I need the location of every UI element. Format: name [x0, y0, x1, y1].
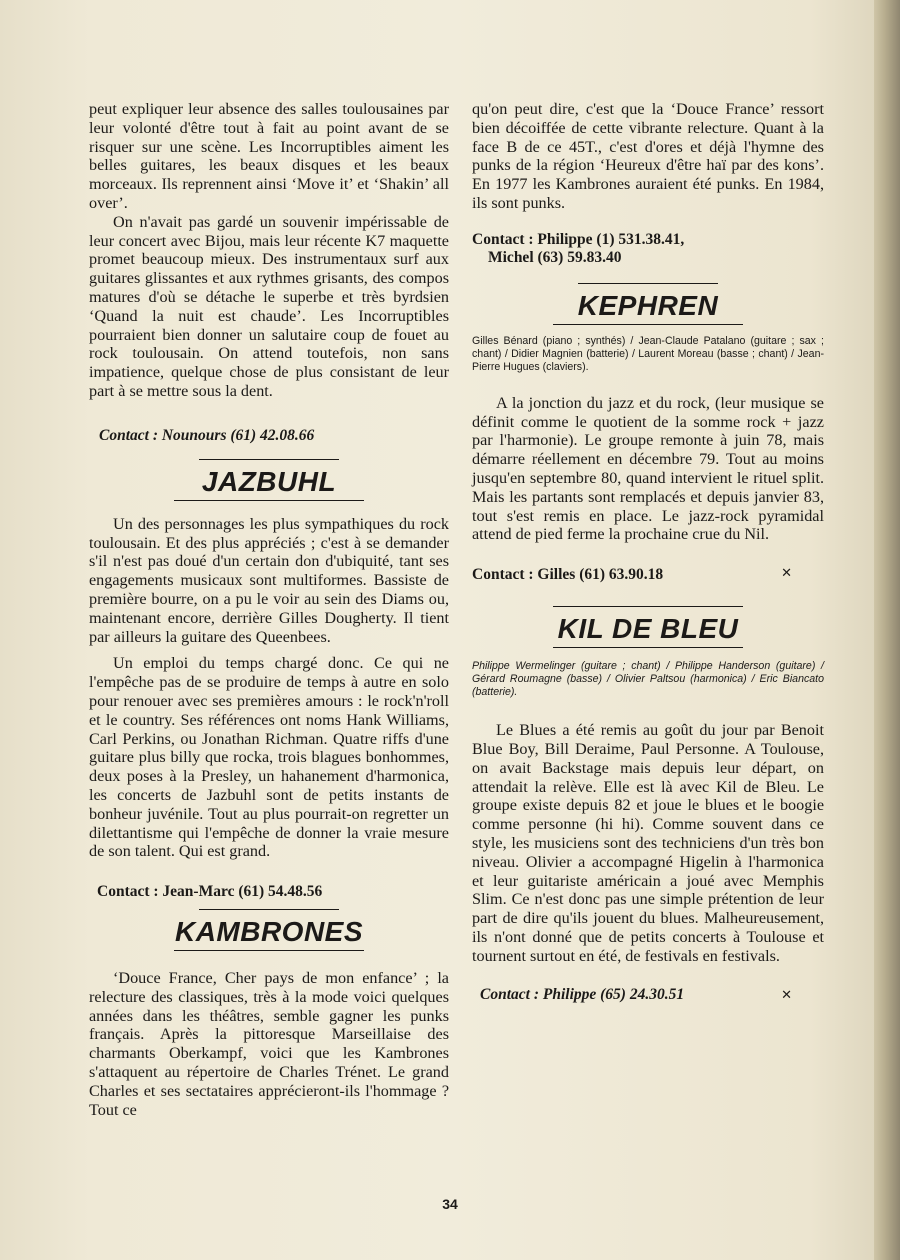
jazbuhl-paragraph-2: Un emploi du temps chargé donc. Ce qui ne l'empêche pas de se produire de temps à autre en solo pour renouer avec ses premières amours : le rock'n'roll et le country. Ses références ont noms Hank Williams, Carl Perkins, ou Jonathan Richman. Quatre riffs d'une guitare plus billy que rocka, trois blagues bonhommes, deux poses à la Presley, un hahanement d'harmonica, les concerts de Jazbuhl sont de petits instants de bonheur juvénile. Tout au plus pourrait-on regretter un dilettantisme qui l'empêche de donner la vraie mesure de son talent. Qui est grand.	[89, 654, 449, 861]
kil-de-bleu-lineup: Philippe Wermelinger (guitare ; chant) / Philippe Handerson (guitare) / Gérard Roumagne (basse) / Olivier Paltsou (harmonica) / Eric Biancato (batterie).	[472, 660, 824, 699]
heading-kambrones: KAMBRONES	[174, 916, 364, 948]
heading-jazbuhl: JAZBUHL	[201, 465, 337, 497]
contact-philippe: Contact : Philippe (65) 24.30.51	[480, 985, 685, 1003]
page-number: 34	[442, 1196, 458, 1212]
contact-philippe-michel-line2: Michel (63) 59.83.40	[488, 248, 622, 266]
page-spine-shadow	[874, 0, 900, 1260]
contact-philippe-michel-line1: Contact : Philippe (1) 531.38.41,	[472, 230, 685, 248]
end-mark-icon: ✕	[781, 987, 792, 1003]
kil-de-bleu-paragraph-1: Le Blues a été remis au goût du jour par Benoit Blue Boy, Bill Deraime, Paul Personne. A Toulouse, on avait Backstage mais depuis leur départ, on attendait la relève. Elle est là avec Kil de Bleu. Le groupe existe depuis 82 et joue le blues et le boogie comme personne (hi hi). Comme souvent dans ce style, les musiciens sont des techniciens d'un très bon niveau. Olivier a accompagné Higelin à l'harmonica et leur guitariste américain a joué avec Memphis Slim. Ce n'est donc pas une simple prétention de leur part de dire qu'ils jouent du blues. Malheureusement, ils n'ont donné que de petits concerts à Toulouse et tournent surtout en été, de festivals en festivals.	[472, 721, 824, 965]
incorruptibles-paragraph-1: peut expliquer leur absence des salles toulousaines par leur volonté d'être tout à fait au point avant de se risquer sur une scène. Les Incorruptibles aiment les belles guitares, les beaux disques et les beaux morceaux. Ils reprennent ainsi ‘Move it’ et ‘Shakin’ all over’.	[89, 100, 449, 212]
section-rule	[199, 459, 339, 460]
section-rule	[553, 606, 743, 607]
contact-gilles: Contact : Gilles (61) 63.90.18	[472, 566, 664, 584]
contact-jean-marc: Contact : Jean-Marc (61) 54.48.56	[97, 883, 323, 901]
right-column	[472, 100, 824, 1004]
kambrones-paragraph-continued: qu'on peut dire, c'est que la ‘Douce France’ ressort bien décoiffée de cette vibrante relecture. Quant à la face B de ce 45T., c'est d'ores et déjà l'hymne des punks de la région ‘Heureux d'être haï par des kons’. En 1977 les Kambrones auraient été punks. En 1984, ils sont punks.	[472, 100, 824, 212]
kephren-lineup: Gilles Bénard (piano ; synthés) / Jean-Claude Patalano (guitare ; sax ; chant) / Didier Magnien (batterie) / Laurent Moreau (basse ; chant) / Jean-Pierre Hugues (claviers).	[472, 334, 824, 373]
kambrones-paragraph-1: ‘Douce France, Cher pays de mon enfance’ ; la relecture des classiques, très à la mode voici quelques années dans les théâtres, semble gagner les punks français. Après la pittoresque Marseillaise des charmants Oberkampf, voici que les Kambrones s'attaquent au répertoire de Charles Trénet. Le grand Charles et ses sectataires apprécieront-ils l'hommage ? Tout ce	[89, 969, 449, 1119]
contact-philippe-row	[472, 986, 824, 1004]
incorruptibles-paragraph-2: On n'avait pas gardé un souvenir impérissable de leur concert avec Bijou, mais leur récente K7 maquette promet beaucoup mieux. Des instrumentaux surf aux guitares glissantes et aux rythmes grisants, des compos matures d'où se détache le superbe et très byrdsien ‘Quand la nuit est chaude’. Les Incorruptibles pourraient bien donner un salutaire coup de fouet au rock toulousain. On attend toutefois, non sans impatience, quelque chose de plus consistant de leur part à se mettre sous la dent.	[89, 212, 449, 400]
end-mark-icon: ✕	[781, 566, 792, 582]
contact-nounours: Contact : Nounours (61) 42.08.66	[99, 426, 315, 444]
contact-gilles-row	[472, 566, 824, 584]
jazbuhl-paragraph-1: Un des personnages les plus sympathiques du rock toulousain. Et des plus appréciés ; c'est à se demander s'il n'est pas doué d'un certain don d'ubiquité, tant ses engagements musicaux sont multiformes. Bassiste de première bourre, on a pu le voir au sein des Diams ou, maintenant encore, derrière Gilles Dougherty. Il tient par ailleurs la guitare des Queenbees.	[89, 514, 449, 646]
left-column	[89, 100, 449, 1119]
heading-kil-de-bleu: KIL DE BLEU	[557, 613, 739, 645]
section-rule	[199, 909, 339, 910]
kephren-paragraph-1: A la jonction du jazz et du rock, (leur musique se définit comme le quotient de la somme rock + jazz par l'harmonie). Le groupe remonte à juin 78, mais démarre réellement en décembre 79. Tout au moins jusqu'en septembre 80, quand intervient le rituel split. Mais les partants sont remplacés et depuis janvier 83, tout s'est remis en place. Le jazz-rock pyramidal attend de pied ferme la prochaine crue du Nil.	[472, 393, 824, 544]
section-rule	[578, 283, 718, 284]
heading-kephren: KEPHREN	[577, 289, 719, 321]
